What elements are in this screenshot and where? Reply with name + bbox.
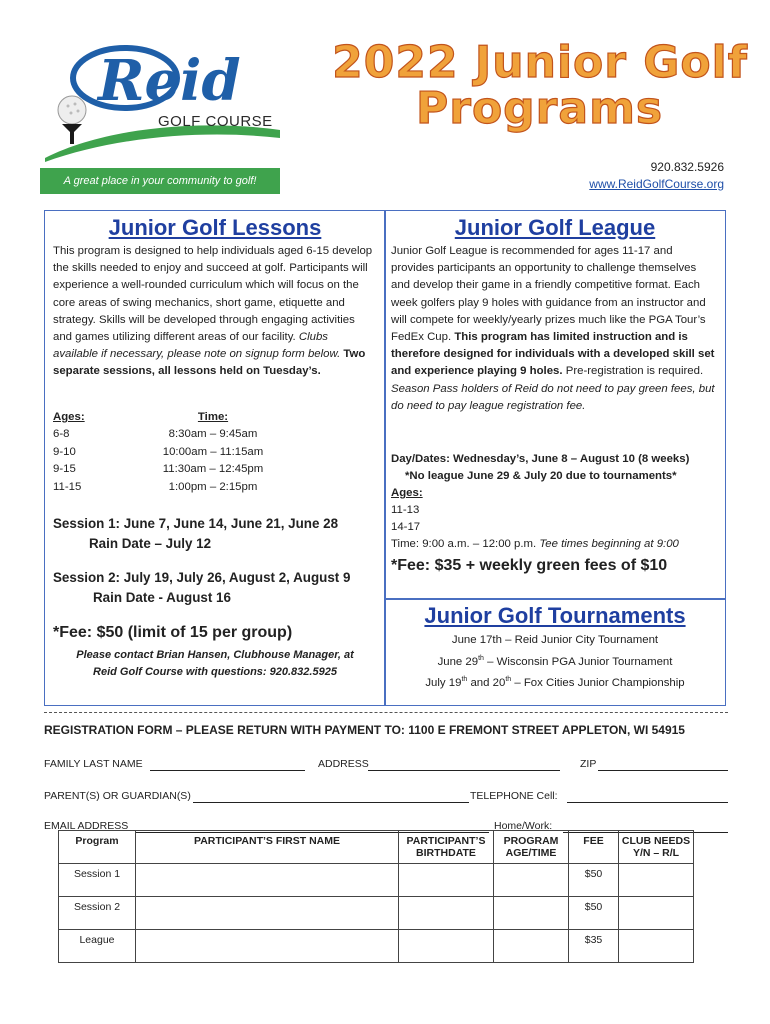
first-name-cell[interactable]	[136, 864, 399, 897]
table-row	[59, 897, 694, 930]
tournament-sup: th	[505, 675, 512, 683]
table-row	[59, 864, 694, 897]
league-desc-bold: This program has limited instruction and is therefore designed for individuals with a developed skill set and experience playing 9 holes.	[391, 331, 715, 378]
schedule-time: 1:00pm – 2:15pm	[168, 480, 258, 493]
row-fee: $35	[569, 930, 619, 963]
schedule-age: 6-8	[53, 428, 70, 441]
birthdate-cell[interactable]	[399, 930, 494, 963]
tournament-text: July 19	[425, 676, 462, 689]
time-label: Time:	[197, 411, 229, 423]
ages-label: Ages:	[53, 411, 85, 423]
league-dates: Day/Dates: Wednesday’s, June 8 – August 10 (8 weeks)	[391, 453, 690, 465]
league-desc-italic: Season Pass holders of Reid do not need to pay green fees, but do need to pay league registration fee.	[391, 382, 715, 412]
reid-logo	[40, 40, 280, 165]
col-age-time: PROGRAM AGE/TIME	[494, 831, 569, 864]
age-time-cell[interactable]	[494, 930, 569, 963]
contact-line-2: Reid Golf Course with questions: 920.832.5925	[93, 666, 337, 678]
league-time	[391, 536, 721, 553]
age-time-cell[interactable]	[494, 897, 569, 930]
address-field[interactable]	[368, 770, 560, 771]
club-needs-cell[interactable]	[619, 897, 694, 930]
league-desc-text: Junior Golf League is recommended for ages 11-17 and provides participants an opportunity to challenge themselves and develop their game in a friendly competitive format. Each week golfers play 9 holes with guidance from an instructor and will compete for weekly/yearly prizes much like the PGA Tour’s FedEx Cup.	[391, 245, 706, 344]
tournaments-section	[384, 598, 726, 706]
tournament-item	[385, 671, 725, 692]
birthdate-cell[interactable]	[399, 897, 494, 930]
club-needs-cell[interactable]	[619, 864, 694, 897]
zip-field[interactable]	[598, 770, 728, 771]
league-desc-text-2: Pre-registration is required.	[562, 365, 704, 378]
tournament-sup: th	[478, 654, 484, 662]
row-program: Session 2	[59, 897, 136, 930]
schedule-time: 11:30am – 12:45pm	[162, 463, 264, 476]
tournament-list	[385, 632, 725, 692]
cell-field[interactable]	[567, 802, 728, 803]
session-1-rain-date: Rain Date – July 12	[89, 536, 212, 551]
lessons-desc-text: This program is designed to help individuals aged 6-15 develop the skills needed to enjoy and succeed at golf. Participants will experience a well-rounded curriculum which will focus on the core areas of swing mechanics, short game, etiquette and strategy. Skills will be developed through engaging activities and games utilizing different areas of our facility.	[53, 245, 373, 344]
session-1-dates: Session 1: June 7, June 14, June 21, June 28	[53, 516, 339, 531]
address-label: ADDRESS	[318, 758, 369, 770]
col-birthdate: PARTICIPANT’S BIRTHDATE	[399, 831, 494, 864]
first-name-cell[interactable]	[136, 930, 399, 963]
phone-number: 920.832.5926	[650, 160, 724, 174]
family-last-name-label: FAMILY LAST NAME	[44, 758, 143, 770]
lessons-contact	[45, 647, 385, 681]
tournament-text: and 20	[467, 676, 506, 689]
table-header-row	[59, 831, 694, 864]
cell-label: TELEPHONE Cell:	[470, 790, 558, 802]
cut-line	[44, 712, 728, 713]
league-description	[391, 243, 717, 415]
league-no-play-note: *No league June 29 & July 20 due to tournaments*	[405, 470, 677, 482]
lessons-schedule	[53, 409, 283, 496]
page-title	[330, 37, 750, 134]
contact-line-1: Please contact Brian Hansen, Clubhouse Manager, at	[76, 649, 354, 661]
title-line-1: 2022 Junior Golf	[332, 37, 748, 88]
website-link[interactable]: www.ReidGolfCourse.org	[589, 177, 724, 191]
schedule-age: 11-15	[53, 480, 82, 493]
row-fee: $50	[569, 897, 619, 930]
league-section	[384, 210, 726, 600]
league-time-italic: Tee times beginning at 9:00	[539, 538, 679, 550]
zip-label: ZIP	[580, 758, 597, 770]
row-program: League	[59, 930, 136, 963]
row-fee: $50	[569, 864, 619, 897]
tournament-text: June 17th – Reid Junior City Tournament	[451, 634, 659, 646]
col-fee: FEE	[569, 831, 619, 864]
first-name-cell[interactable]	[136, 897, 399, 930]
club-needs-cell[interactable]	[619, 930, 694, 963]
logo-subtitle: GOLF COURSE	[158, 113, 273, 130]
tournament-text: June 29	[437, 655, 479, 668]
col-program: Program	[59, 831, 136, 864]
row-program: Session 1	[59, 864, 136, 897]
schedule-row	[53, 426, 283, 443]
league-age-group: 11-13	[391, 504, 420, 516]
birthdate-cell[interactable]	[399, 864, 494, 897]
tournament-sup: th	[461, 675, 468, 683]
age-time-cell[interactable]	[494, 864, 569, 897]
session-2-rain-date: Rain Date - August 16	[93, 590, 231, 605]
lessons-section	[44, 210, 386, 706]
tournament-text: – Fox Cities Junior Championship	[511, 676, 685, 689]
league-fee: *Fee: $35 + weekly green fees of $10	[391, 557, 668, 574]
registration-heading: REGISTRATION FORM – PLEASE RETURN WITH PAYMENT TO: 1100 E FREMONT STREET APPLETON, WI 54915	[44, 723, 685, 737]
schedule-row	[53, 479, 283, 496]
session-2-dates: Session 2: July 19, July 26, August 2, August 9	[53, 570, 351, 585]
tournament-item	[385, 632, 725, 650]
lessons-description	[53, 243, 375, 381]
tournament-text: – Wisconsin PGA Junior Tournament	[483, 655, 673, 668]
schedule-row	[53, 444, 283, 461]
lessons-desc-bold: Two separate sessions, all lessons held on Tuesday’s.	[53, 348, 366, 378]
col-club-needs: CLUB NEEDS Y/N – R/L	[619, 831, 694, 864]
tournament-item	[385, 650, 725, 671]
title-line-2: Programs	[416, 83, 664, 134]
league-age-group: 14-17	[391, 521, 421, 533]
tournaments-title: Junior Golf Tournaments	[424, 603, 686, 628]
schedule-time: 10:00am – 11:15am	[162, 445, 264, 458]
parents-label: PARENT(S) OR GUARDIAN(S)	[44, 790, 191, 802]
parents-field[interactable]	[193, 802, 469, 803]
league-time-text: Time: 9:00 a.m. – 12:00 p.m.	[391, 538, 540, 550]
lessons-title: Junior Golf Lessons	[108, 215, 322, 240]
schedule-age: 9-10	[53, 445, 76, 458]
lessons-desc-italic: Clubs available if necessary, please note on signup form below.	[53, 331, 341, 361]
email-label: EMAIL ADDRESS	[44, 820, 129, 832]
schedule-time: 8:30am – 9:45am	[168, 428, 258, 441]
schedule-row	[53, 461, 283, 478]
family-last-name-field[interactable]	[150, 770, 305, 771]
table-row	[59, 930, 694, 963]
home-work-label: Home/Work:	[494, 820, 553, 832]
league-ages-label: Ages:	[391, 487, 423, 499]
lessons-fee: *Fee: $50 (limit of 15 per group)	[53, 624, 293, 641]
league-title: Junior Golf League	[454, 215, 656, 240]
col-first-name: PARTICIPANT’S FIRST NAME	[136, 831, 399, 864]
tagline: A great place in your community to golf!	[40, 168, 280, 194]
logo-name: Reid	[98, 48, 241, 114]
registration-table	[58, 830, 694, 963]
schedule-age: 9-15	[53, 463, 76, 476]
